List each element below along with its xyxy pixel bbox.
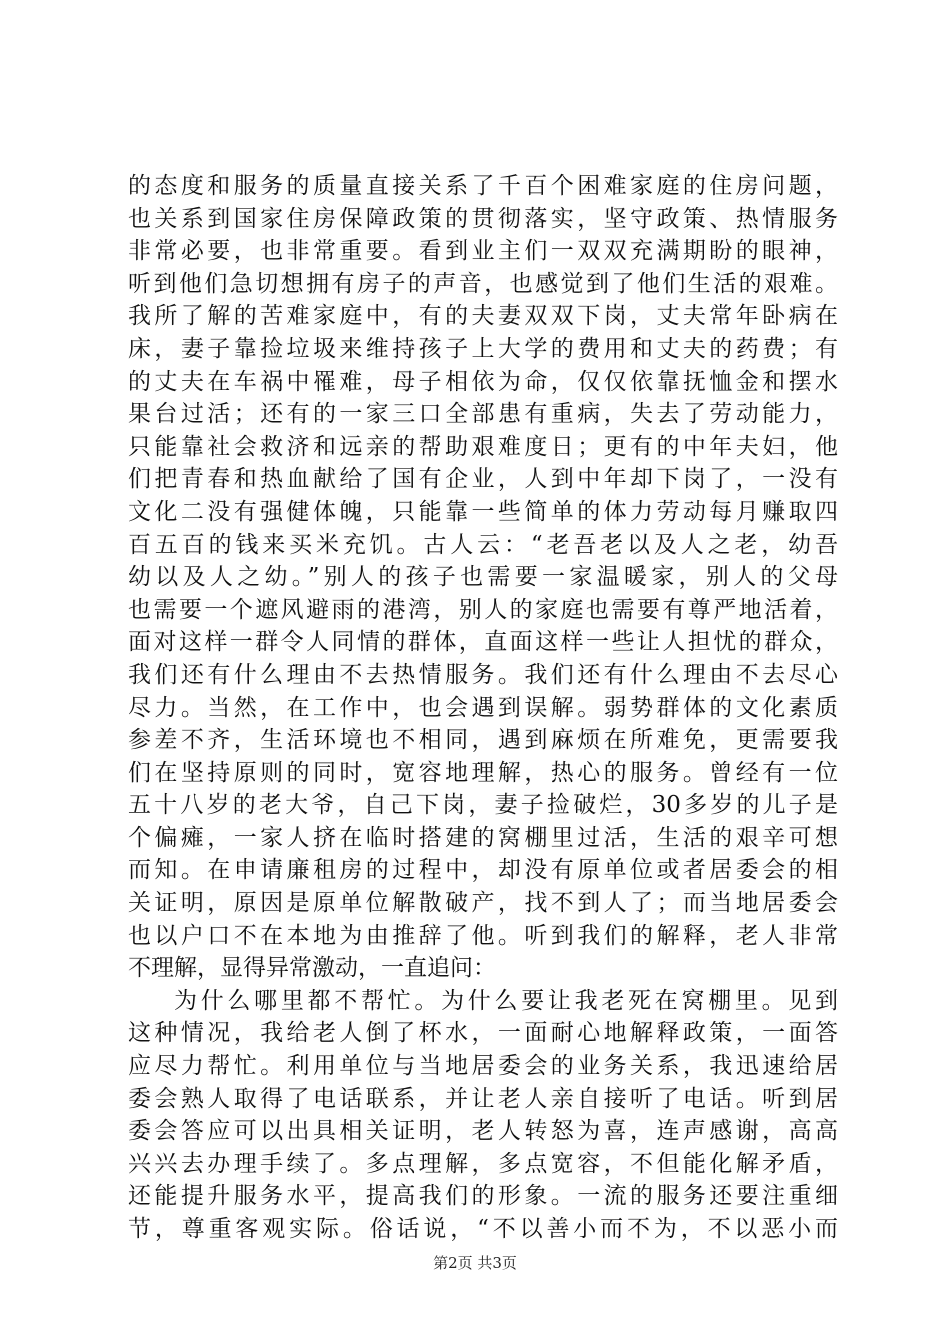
text-line: 为什么哪里都不帮忙。为什么要让我老死在窝棚里。见到 — [174, 987, 838, 1014]
body-text — [128, 170, 838, 1246]
text-line: 节，尊重客观实际。俗话说，“不以善小而不为，不以恶小而 — [128, 1216, 838, 1242]
text-line: 的态度和服务的质量直接关系了千百个困难家庭的住房问题， — [128, 173, 838, 199]
text-line: 的丈夫在车祸中罹难，母子相依为命，仅仅依靠抚恤金和摆水 — [128, 368, 838, 395]
text-line: 们在坚持原则的同时，宽容地理解，热心的服务。曾经有一位 — [128, 759, 838, 786]
text-line: 只能靠社会救济和远亲的帮助艰难度日；更有的中年夫妇，他 — [128, 433, 838, 460]
text-line: 文化二没有强健体魄，只能靠一些简单的体力劳动每月赚取四 — [128, 498, 838, 525]
text-line: 尽力。当然，在工作中，也会遇到误解。弱势群体的文化素质 — [128, 694, 838, 721]
text-line: 也关系到国家住房保障政策的贯彻落实，坚守政策、热情服务 — [128, 205, 838, 232]
text-line: 而知。在申请廉租房的过程中，却没有原单位或者居委会的相 — [128, 857, 838, 884]
text-line: 不理解，显得异常激动，一直追问： — [128, 955, 496, 982]
text-line: 果台过活；还有的一家三口全部患有重病，失去了劳动能力， — [128, 401, 838, 428]
text-line: 也以户口不在本地为由推辞了他。听到我们的解释，老人非常 — [128, 922, 838, 949]
text-line: 床，妻子靠捡垃圾来维持孩子上大学的费用和丈夫的药费；有 — [128, 335, 838, 362]
text-line: 兴兴去办理手续了。多点理解，多点宽容，不但能化解矛盾， — [128, 1150, 838, 1177]
text-line: 听到他们急切想拥有房子的声音，也感觉到了他们生活的艰难。 — [128, 270, 838, 297]
page-number-footer: 第2页 共3页 — [433, 1254, 517, 1272]
text-line: 我们还有什么理由不去热情服务。我们还有什么理由不去尽心 — [128, 661, 838, 688]
text-line: 五十八岁的老大爷，自己下岗，妻子捡破烂，30多岁的儿子是 — [128, 792, 838, 819]
text-line: 委会熟人取得了电话联系，并让老人亲自接听了电话。听到居 — [128, 1085, 838, 1112]
text-line: 委会答应可以出具相关证明，老人转怒为喜，连声感谢，高高 — [128, 1118, 838, 1145]
text-line: 参差不齐，生活环境也不相同，遇到麻烦在所难免，更需要我 — [128, 727, 838, 754]
text-line: 百五百的钱来买米充饥。古人云：“老吾老以及人之老，幼吾 — [128, 531, 838, 558]
text-line: 幼以及人之幼。”别人的孩子也需要一家温暖家，别人的父母 — [128, 564, 838, 591]
paragraph-2 — [128, 985, 838, 1246]
text-line: 应尽力帮忙。利用单位与当地居委会的业务关系，我迅速给居 — [128, 1053, 838, 1080]
text-line: 个偏瘫，一家人挤在临时搭建的窝棚里过活，生活的艰辛可想 — [128, 824, 838, 851]
text-line: 关证明，原因是原单位解散破产，找不到人了；而当地居委会 — [128, 890, 838, 917]
text-line: 也需要一个遮风避雨的港湾，别人的家庭也需要有尊严地活着， — [128, 596, 838, 623]
text-line: 还能提升服务水平，提高我们的形象。一流的服务还要注重细 — [128, 1183, 838, 1210]
text-line: 们把青春和热血献给了国有企业，人到中年却下岗了，一没有 — [128, 466, 838, 493]
paragraph-1 — [128, 170, 838, 985]
text-line: 我所了解的苦难家庭中，有的夫妻双双下岗，丈夫常年卧病在 — [128, 303, 838, 330]
text-line: 非常必要，也非常重要。看到业主们一双双充满期盼的眼神， — [128, 238, 838, 265]
text-line: 面对这样一群令人同情的群体，直面这样一些让人担忧的群众， — [128, 629, 838, 656]
text-line: 这种情况，我给老人倒了杯水，一面耐心地解释政策，一面答 — [128, 1020, 838, 1047]
